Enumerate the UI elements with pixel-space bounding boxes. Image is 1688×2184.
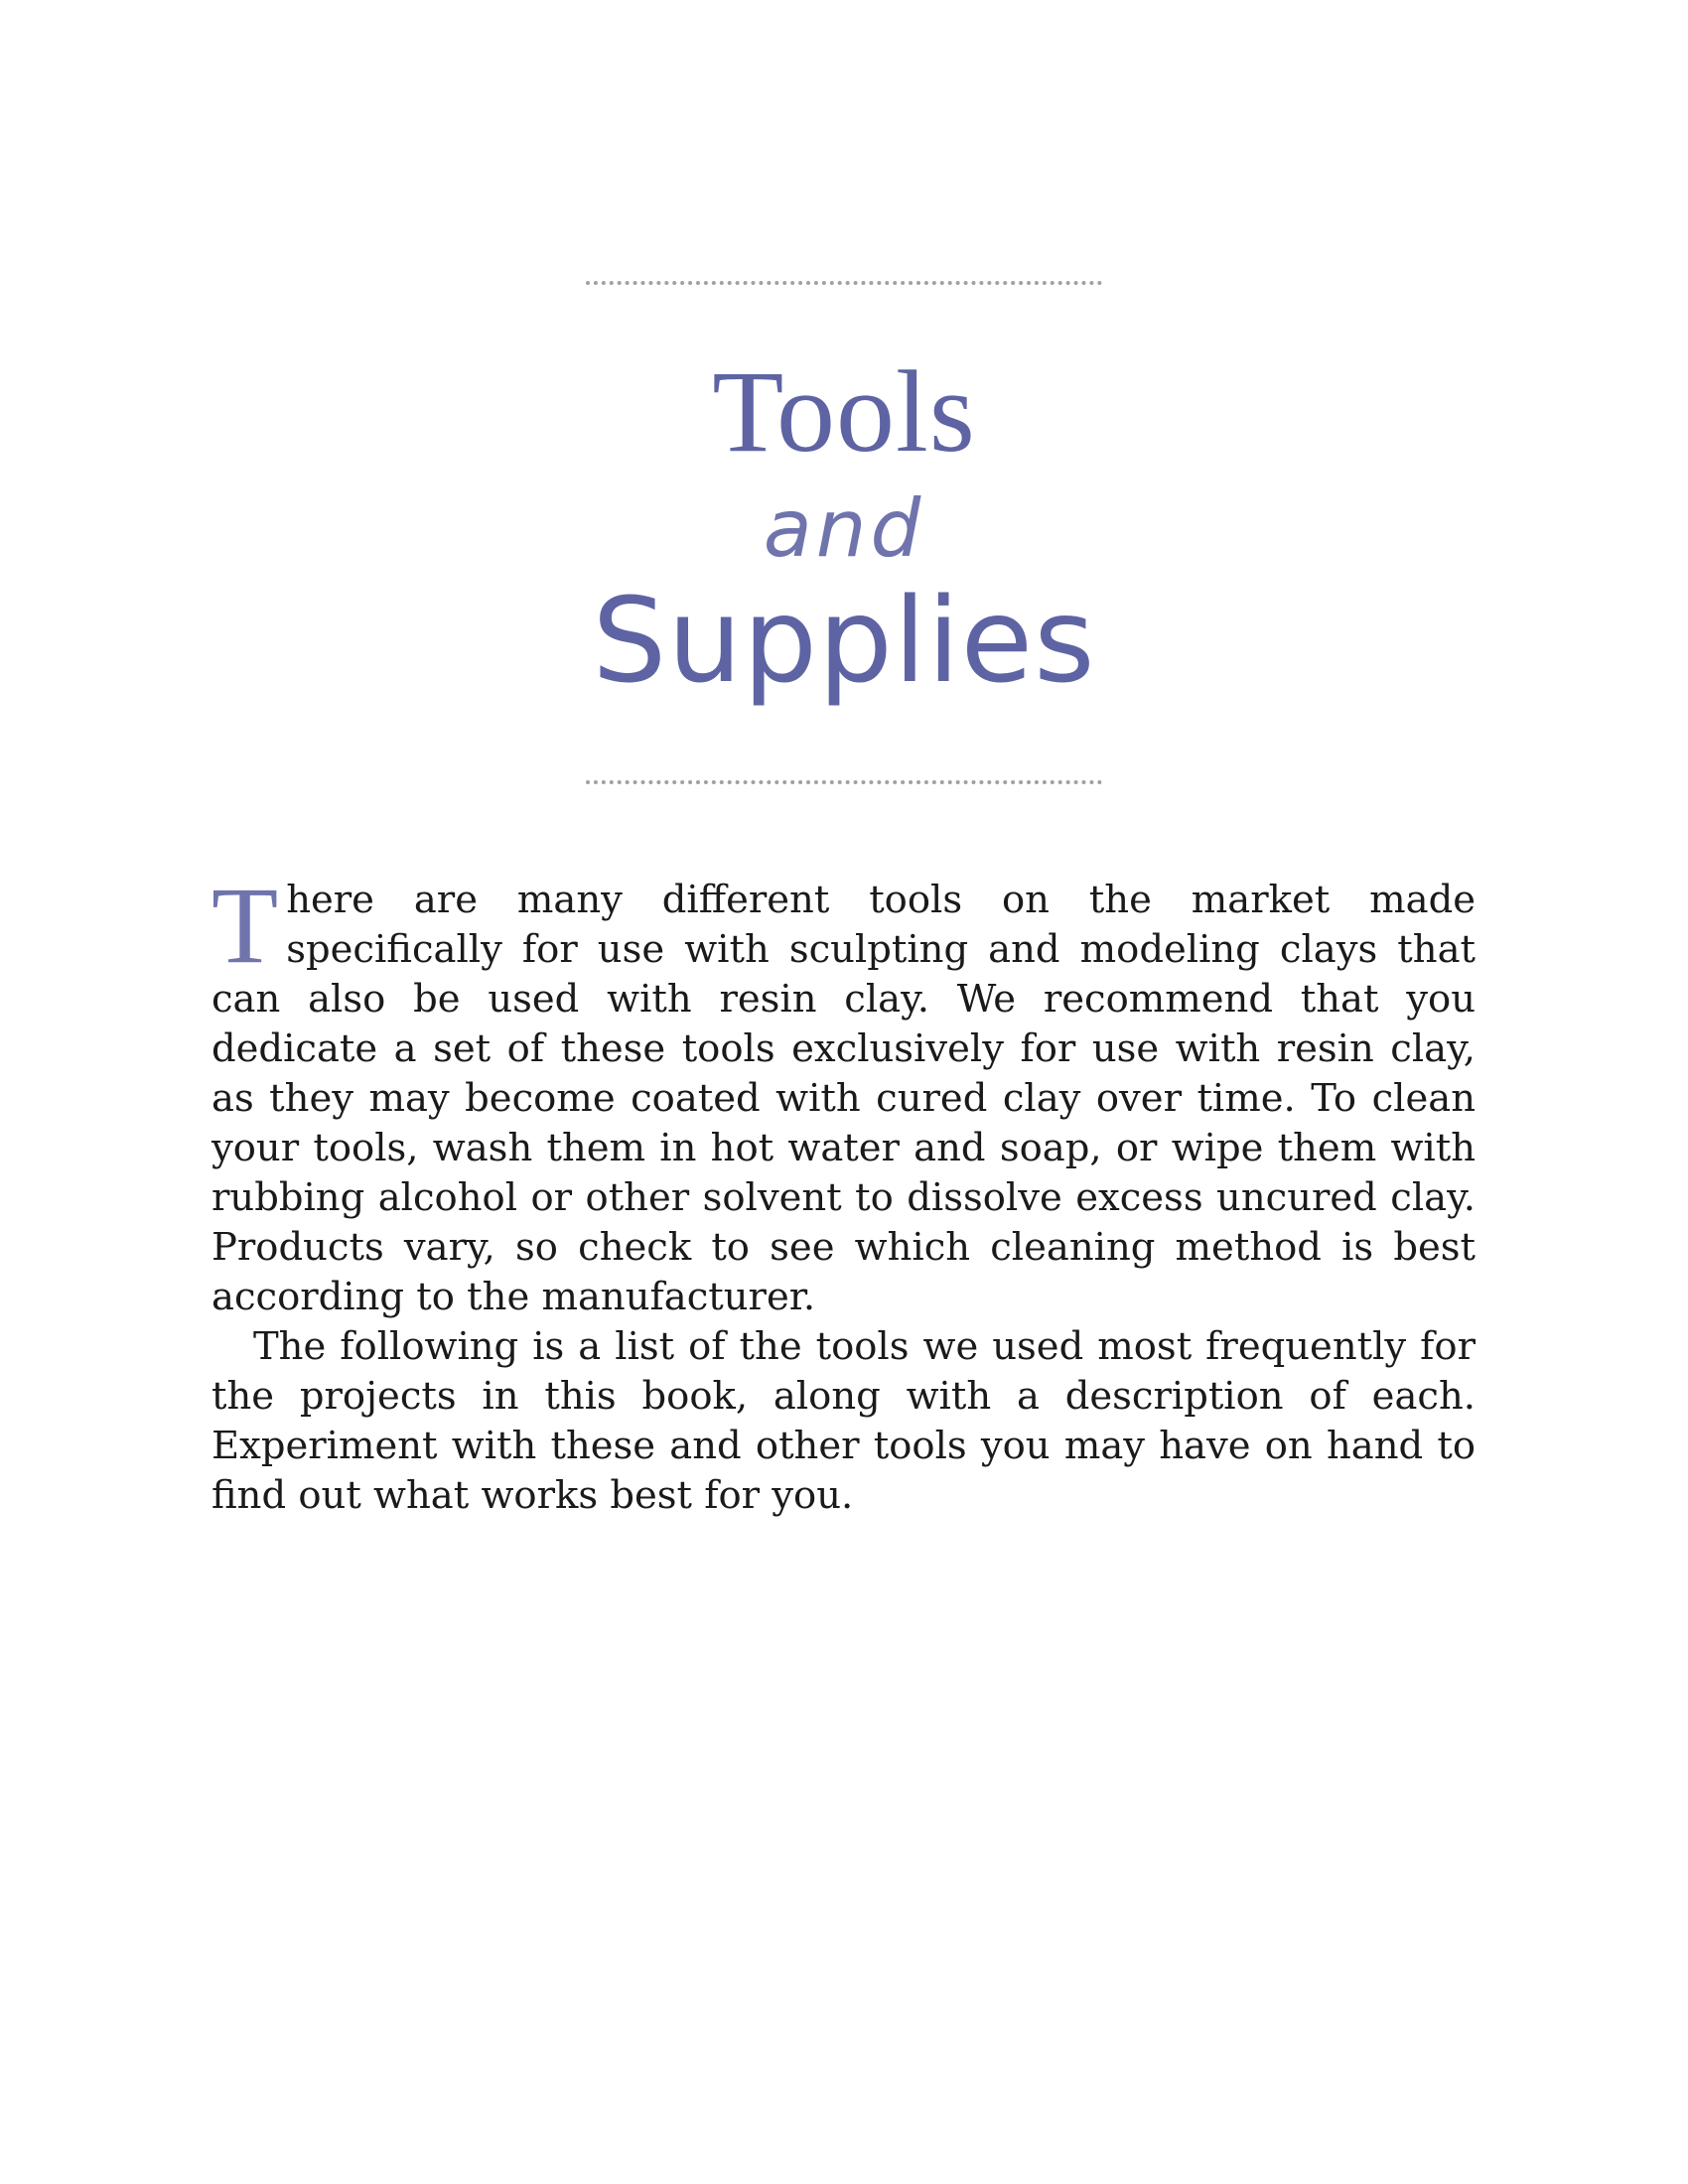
top-dotted-divider: [586, 281, 1102, 285]
drop-cap: T: [211, 865, 279, 986]
paragraph-1-text: here are many different tools on the market made specifically for use with sculpting and modeling clays that can also be used with resin clay. We recommend that you dedicate a set of these tools exclusively for use with resin clay, as they may become coated with cured clay over time. To clean your tools, wash them in hot water and soap, or wipe them with rubbing alcohol or other solvent to dissolve excess uncured clay. Products vary, so check to see which cleaning method is best according to the manufacturer.: [211, 878, 1476, 1319]
bottom-dotted-divider: [586, 780, 1102, 784]
paragraph-1: [211, 865, 1476, 1322]
chapter-title-and: and: [763, 482, 925, 575]
chapter-title-supplies: Supplies: [592, 572, 1096, 709]
paragraph-2: The following is a list of the tools we used most frequently for the projects in this book, along with a description of each. Experiment with these and other tools you may have on hand to find out what works best for you.: [211, 1324, 1476, 1518]
chapter-title-tools: Tools: [712, 346, 976, 477]
body-text: [211, 865, 1476, 1521]
